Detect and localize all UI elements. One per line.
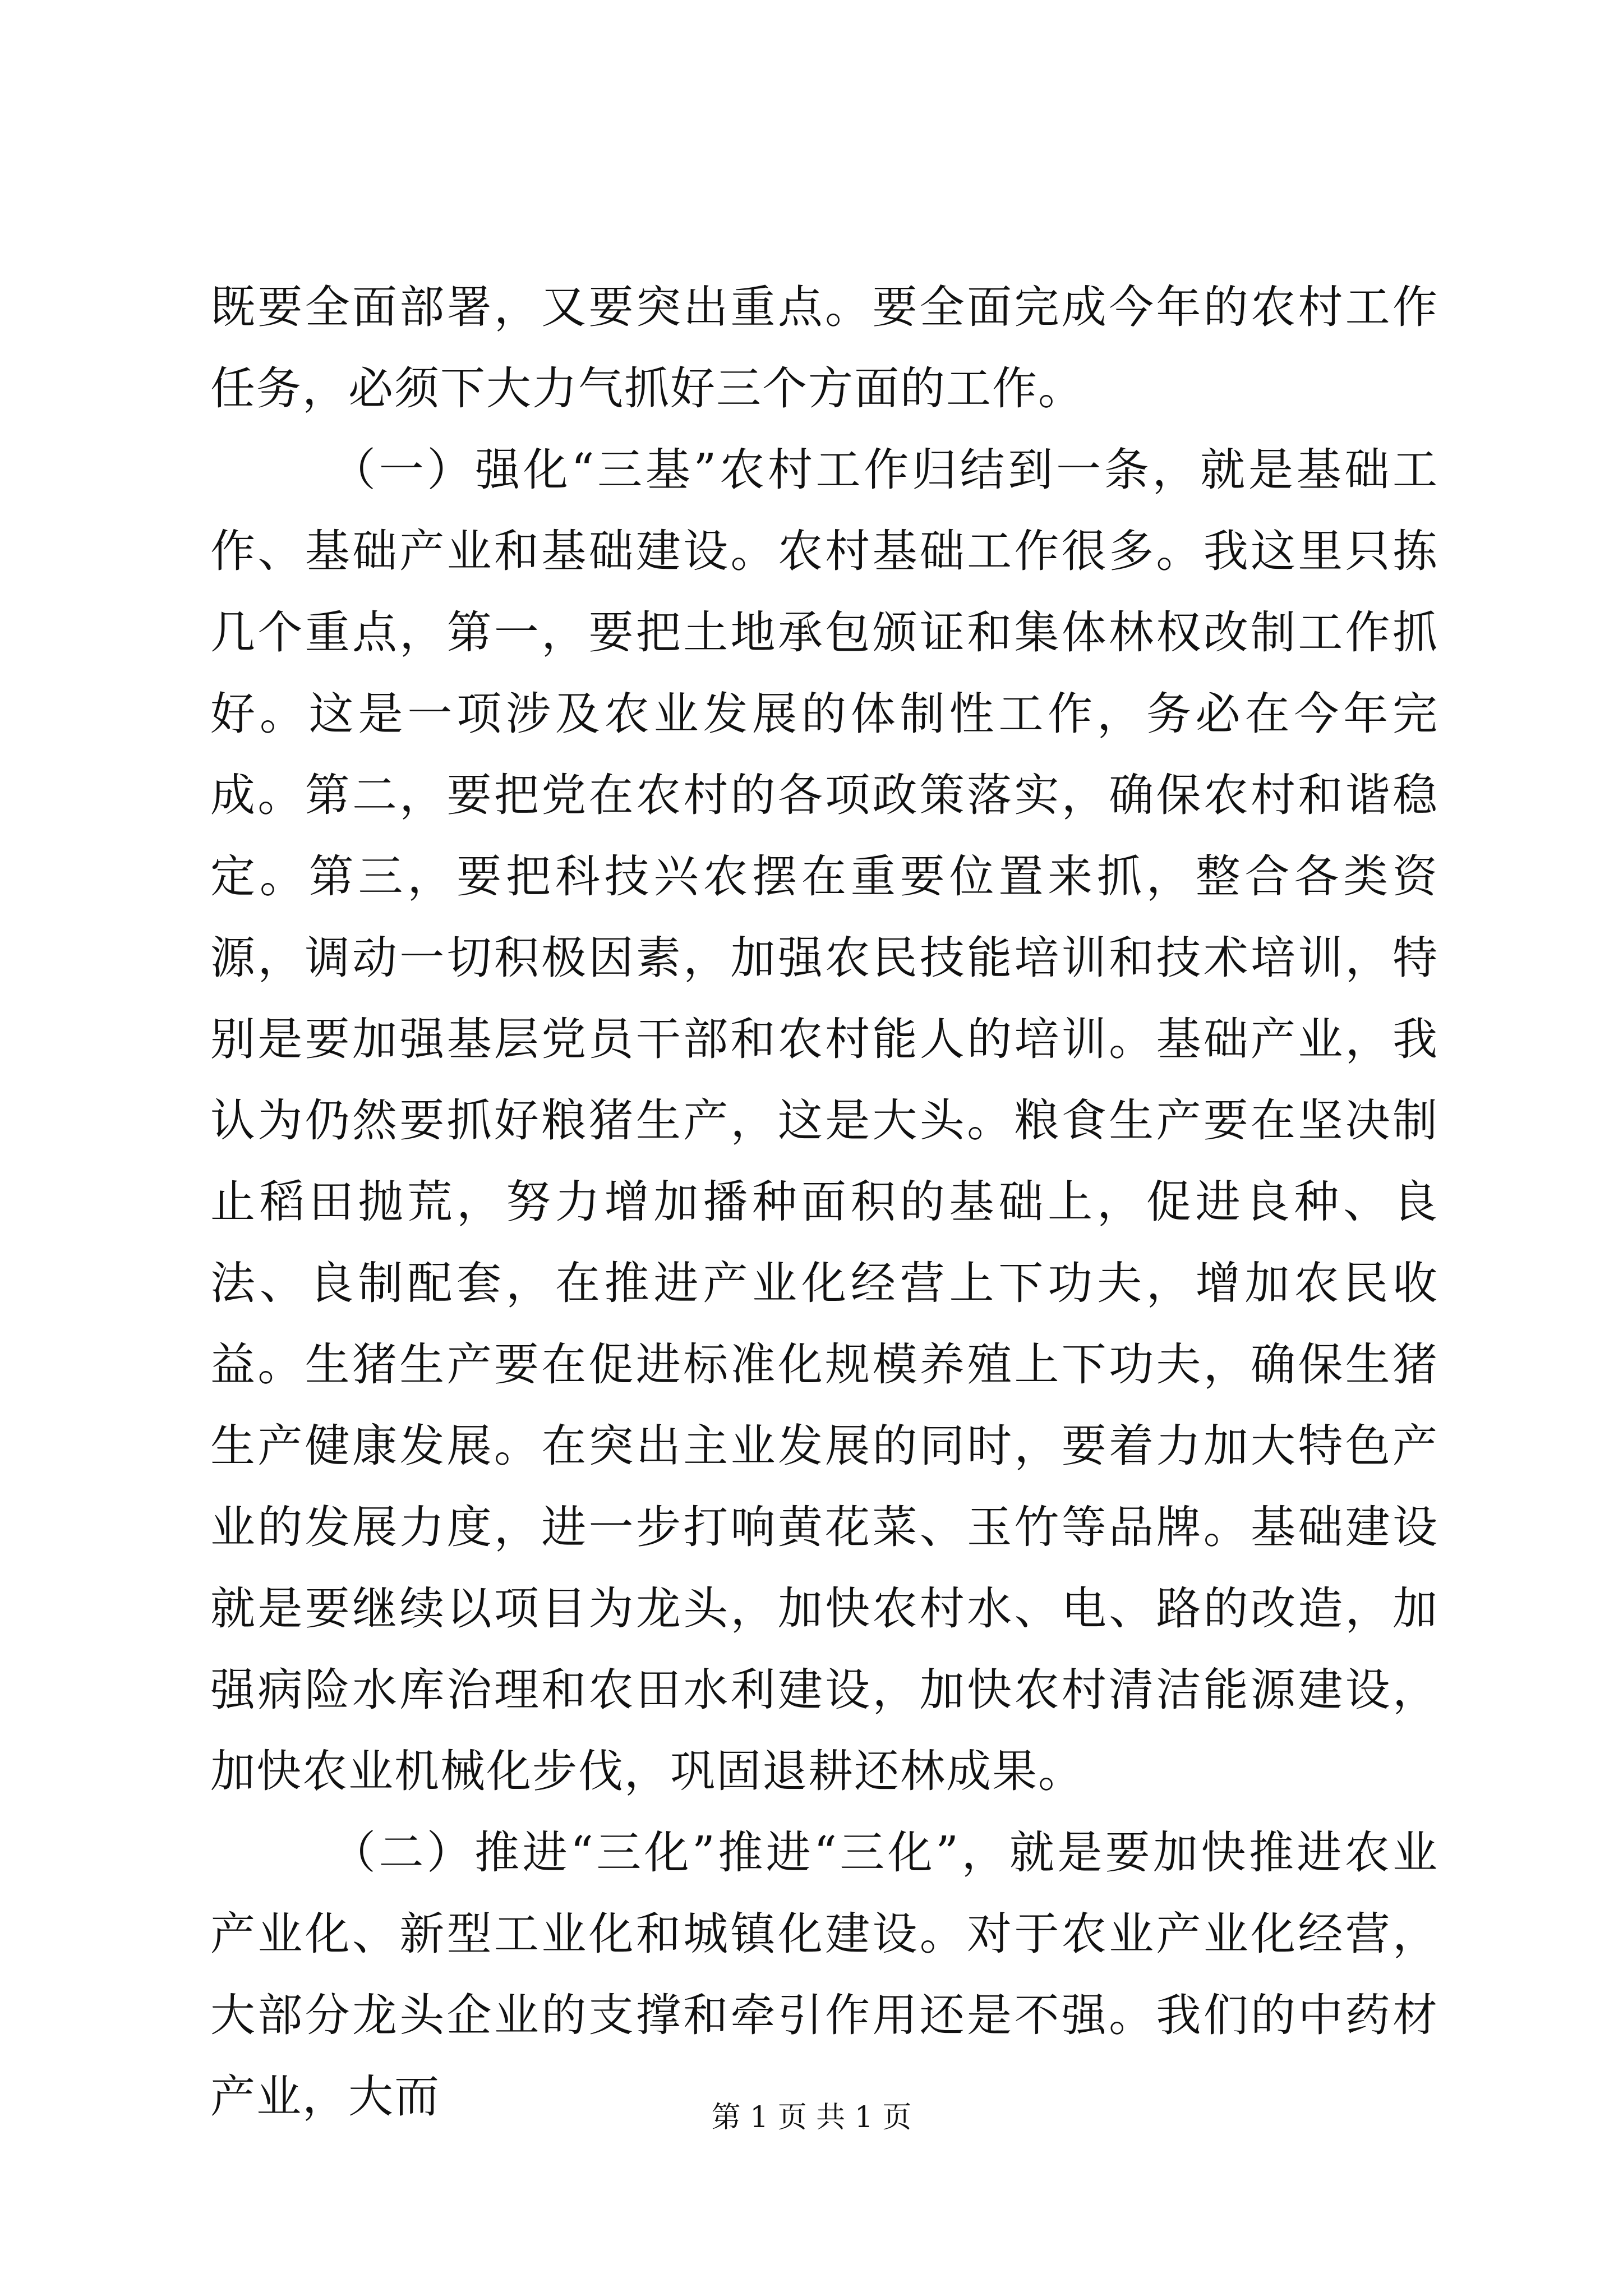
page-footer: 第 1 页 共 1 页: [711, 2101, 912, 2134]
paragraph-san-ji: （一）强化“三基”农村工作归结到一条，就是基础工作、基础产业和基础建设。农村基础工作很多。我这里只拣几个重点，第一，要把土地承包颁证和集体林权改制工作抓好。这是一项涉及农业发展的体制性工作，务必在今年完成。第二，要把党在农村的各项政策落实，确保农村和谐稳定。第三，要把科技兴农摆在重要位置来抓，整合各类资源，调动一切积极因素，加强农民技能培训和技术培训，特别是要加强基层党员干部和农村能人的培训。基础产业，我认为仍然要抓好粮猪生产，这是大头。粮食生产要在坚决制止稻田抛荒，努力增加播种面积的基础上，促进良种、良法、良制配套，在推进产业化经营上下功夫，增加农民收益。生猪生产要在促进标准化规模养殖上下功夫，确保生猪生产健康发展。在突出主业发展的同时，要着力加大特色产业的发展力度，进一步打响黄花菜、玉竹等品牌。基础建设就是要继续以项目为龙头，加快农村水、电、路的改造，加强病险水库治理和农田水利建设，加快农村清洁能源建设，加快农业机械化步伐，巩固退耕还林成果。: [210, 444, 1438, 1797]
paragraph-intro: 既要全面部署，又要突出重点。要全面完成今年的农村工作任务，必须下大力气抓好三个方面的工作。: [210, 281, 1438, 415]
document-body: [210, 266, 1438, 2137]
paragraph-san-hua: （二）推进“三化”推进“三化”，就是要加快推进农业产业化、新型工业化和城镇化建设。对于农业产业化经营，大部分龙头企业的支撑和牵引作用还是不强。我们的中药材产业，大而: [210, 1826, 1438, 2123]
